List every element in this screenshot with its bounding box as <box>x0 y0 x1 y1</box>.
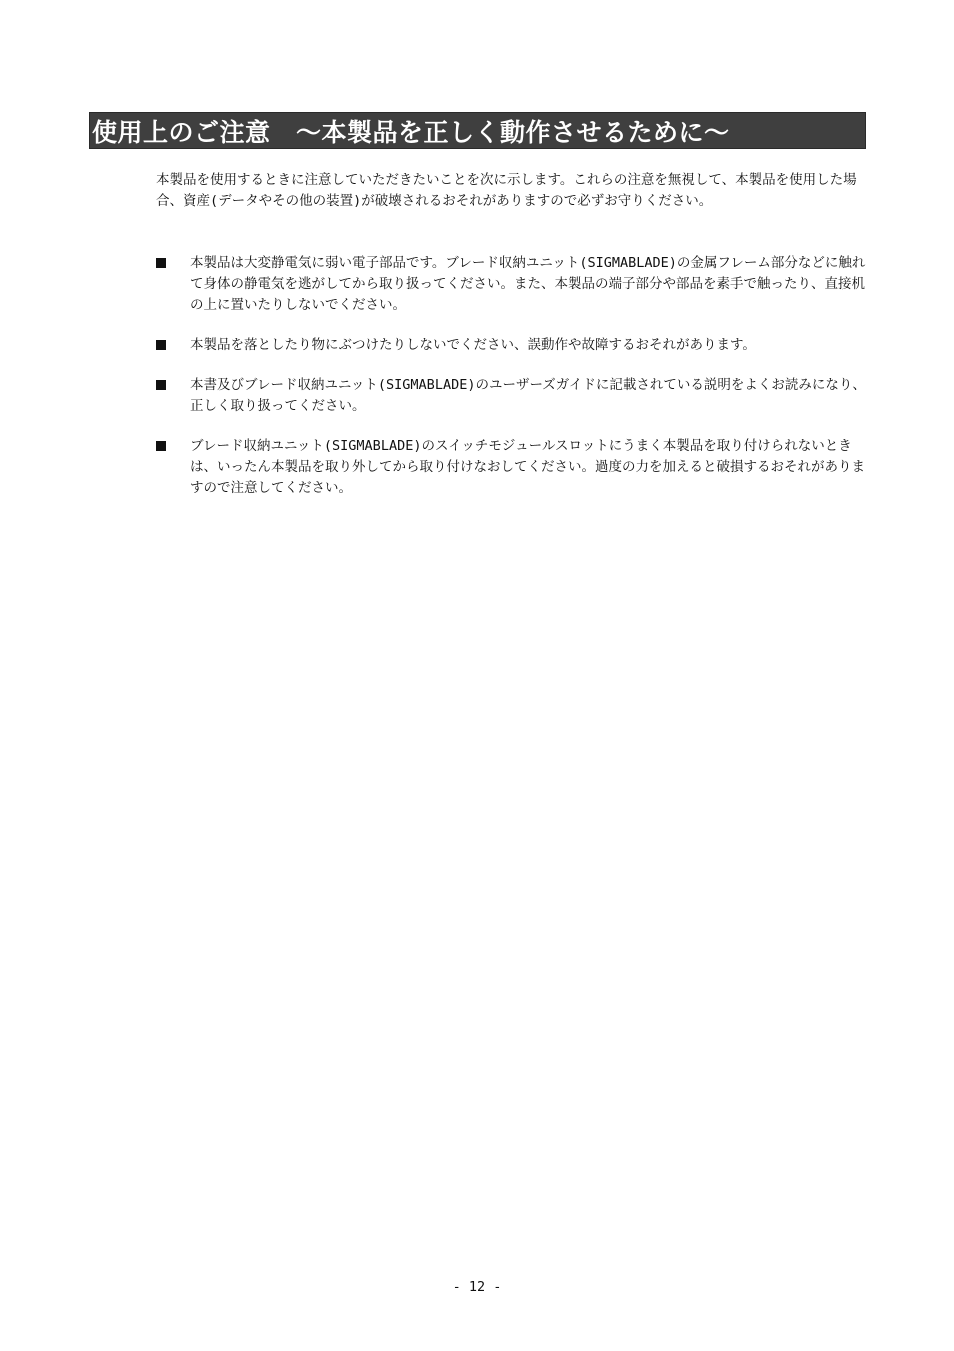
caution-item <box>156 375 868 417</box>
caution-text: ブレード収納ユニット(SIGMABLADE)のスイッチモジュールスロットにうまく本製品を取り付けられないときは、いったん本製品を取り外してから取り付けなおしてください。過度の力を加えると破損するおそれがありますので注意してください。 <box>190 438 865 496</box>
caution-item <box>156 436 868 499</box>
square-bullet-icon <box>156 380 166 390</box>
caution-text: 本製品は大変静電気に弱い電子部品です。ブレード収納ユニット(SIGMABLADE)の金属フレーム部分などに触れて身体の静電気を逃がしてから取り扱ってください。また、本製品の端子部分や部品を素手で触ったり、直接机の上に置いたりしないでください。 <box>190 255 866 313</box>
section-title: 使用上のご注意 ～本製品を正しく動作させるために～ <box>92 117 730 147</box>
caution-item <box>156 253 868 316</box>
caution-list <box>156 253 868 499</box>
page-number: - 12 - <box>452 1279 502 1295</box>
square-bullet-icon <box>156 258 166 268</box>
square-bullet-icon <box>156 340 166 350</box>
square-bullet-icon <box>156 441 166 451</box>
caution-item <box>156 335 868 356</box>
caution-text: 本書及びブレード収納ユニット(SIGMABLADE)のユーザーズガイドに記載されている説明をよくお読みになり、正しく取り扱ってください。 <box>190 377 866 414</box>
section-title-bar <box>89 112 866 149</box>
caution-text: 本製品を落としたり物にぶつけたりしないでください、誤動作や故障するおそれがあります。 <box>190 337 756 353</box>
intro-paragraph: 本製品を使用するときに注意していただきたいことを次に示します。これらの注意を無視して、本製品を使用した場合、資産(データやその他の装置)が破壊されるおそれがありますので必ずお守りください。 <box>156 172 857 209</box>
